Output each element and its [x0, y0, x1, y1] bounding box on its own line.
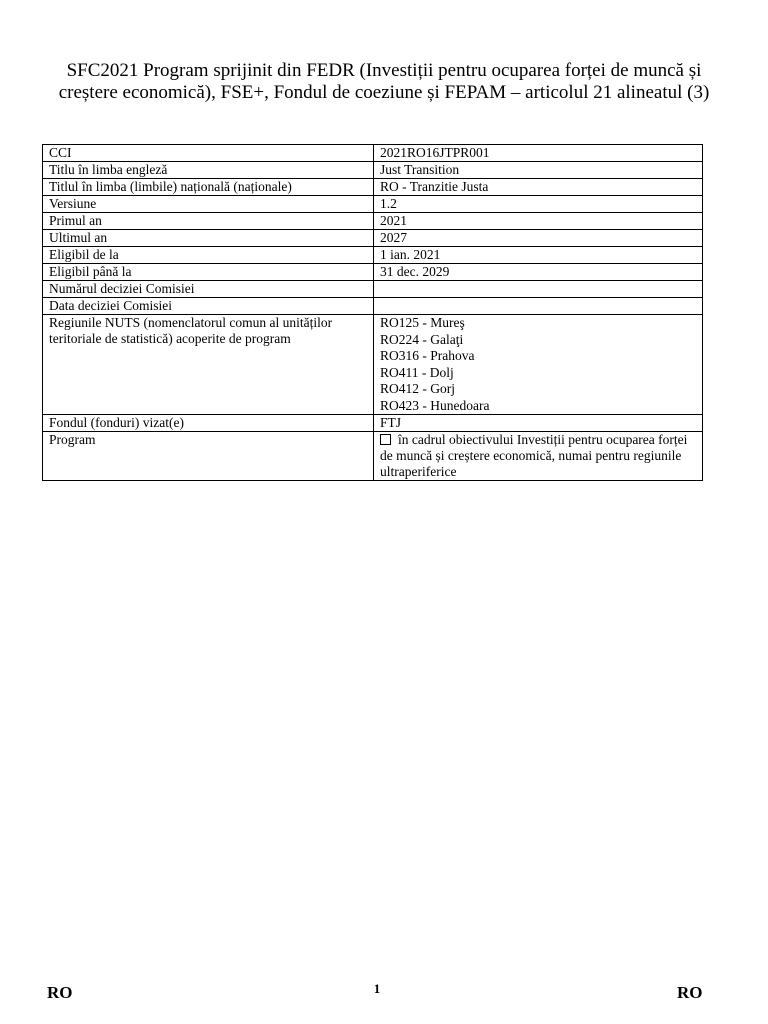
table-row — [43, 298, 703, 315]
nuts-region-item: RO412 - Gorj — [380, 381, 455, 396]
row-label-national-title: Titlul în limba (limbile) națională (naționale) — [43, 179, 374, 196]
row-value-version: 1.2 — [374, 196, 703, 213]
program-info-table — [42, 144, 703, 481]
row-value-last-year: 2027 — [374, 230, 703, 247]
row-value-nuts-regions — [374, 315, 703, 415]
nuts-region-item: RO423 - Hunedoara — [380, 397, 490, 413]
nuts-region-item: RO224 - Galaţi — [380, 331, 464, 347]
row-label-eligible-from: Eligibil de la — [43, 247, 374, 264]
table-row — [43, 196, 703, 213]
checkbox-label: în cadrul obiectivului Investiții pentru ocuparea forței de muncă și creștere economică, numai pentru regiunile ultraperiferice — [380, 432, 688, 479]
table-row — [43, 247, 703, 264]
table-row — [43, 315, 703, 415]
nuts-region-item: RO316 - Prahova — [380, 348, 475, 363]
nuts-region-item: RO411 - Dolj — [380, 364, 454, 380]
row-label-first-year: Primul an — [43, 213, 374, 230]
outermost-regions-checkbox[interactable] — [380, 434, 391, 445]
row-label-nuts-regions: Regiunile NUTS (nomenclatorul comun al unităților teritoriale de statistică) acoperite de program — [43, 315, 374, 415]
row-label-last-year: Ultimul an — [43, 230, 374, 247]
footer-language-right: RO — [677, 983, 703, 1002]
table-row — [43, 162, 703, 179]
row-label-program: Program — [43, 432, 374, 481]
row-label-cci: CCI — [43, 145, 374, 162]
row-label-decision-number: Numărul deciziei Comisiei — [43, 281, 374, 298]
row-value-program — [374, 432, 703, 481]
row-label-eligible-until: Eligibil până la — [43, 264, 374, 281]
row-label-version: Versiune — [43, 196, 374, 213]
row-value-national-title: RO - Tranzitie Justa — [374, 179, 703, 196]
table-row — [43, 145, 703, 162]
table-row — [43, 415, 703, 432]
row-value-cci: 2021RO16JTPR001 — [374, 145, 703, 162]
table-row — [43, 230, 703, 247]
row-value-eligible-until: 31 dec. 2029 — [374, 264, 703, 281]
page-number: 1 — [373, 981, 381, 996]
table-row — [43, 179, 703, 196]
table-row — [43, 281, 703, 298]
row-value-eligible-from: 1 ian. 2021 — [374, 247, 703, 264]
footer-language-left: RO — [47, 983, 73, 1002]
row-value-first-year: 2021 — [374, 213, 703, 230]
row-value-decision-number — [374, 281, 703, 298]
row-value-english-title: Just Transition — [374, 162, 703, 179]
row-value-decision-date — [374, 298, 703, 315]
table-row — [43, 264, 703, 281]
nuts-region-item: RO125 - Mureş — [380, 315, 465, 330]
table-row — [43, 213, 703, 230]
table-row — [43, 432, 703, 481]
row-label-decision-date: Data deciziei Comisiei — [43, 298, 374, 315]
row-label-english-title: Titlu în limba engleză — [43, 162, 374, 179]
document-title: SFC2021 Program sprijinit din FEDR (Investiții pentru ocuparea forței de muncă și creștere economică), FSE+, Fondul de coeziune și FEPAM – articolul 21 alineatul (3) — [58, 60, 710, 103]
row-label-fund: Fondul (fonduri) vizat(e) — [43, 415, 374, 432]
row-value-fund: FTJ — [374, 415, 703, 432]
